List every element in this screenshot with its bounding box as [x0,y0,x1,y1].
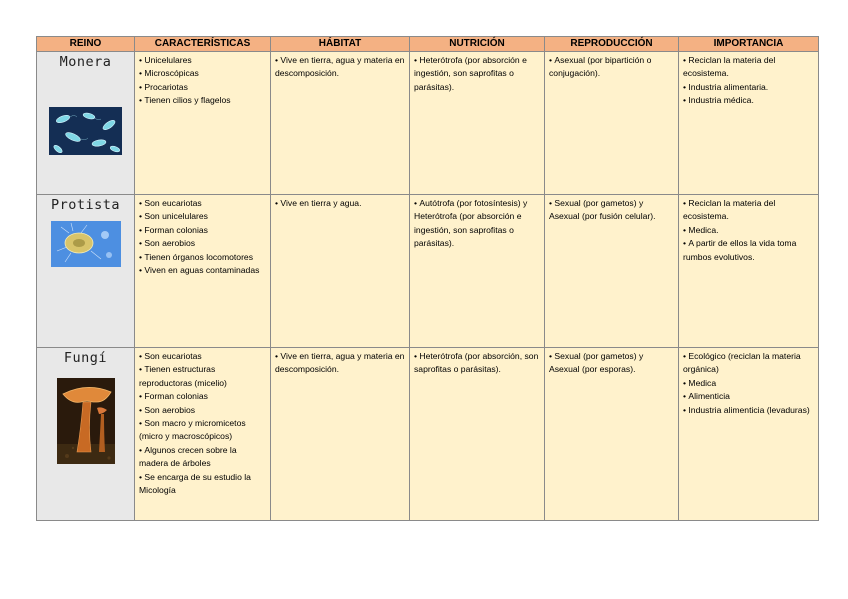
list-item: • Ecológico (reciclan la materia orgánica) [683,350,814,377]
nutricion-cell [410,195,545,348]
header-reino: REINO [37,37,135,52]
list-item: • Alimenticia [683,390,814,403]
reino-name: Monera [59,54,112,70]
header-habitat: HÁBITAT [271,37,410,52]
list-item: • Microscópicas [139,67,266,80]
list-item: • Tienen estructuras reproductoras (micelio) [139,363,266,390]
list-item: • Industria médica. [683,94,814,107]
list-item: • Industria alimentaria. [683,81,814,94]
reino-cell [37,52,135,195]
reino-cell [37,195,135,348]
list-item: • Reciclan la materia del ecosistema. [683,197,814,224]
list-item: • Son eucariotas [139,197,266,210]
header-caracteristicas: CARACTERÍSTICAS [135,37,271,52]
reproduccion-text: • Sexual (por gametos) y Asexual (por esporas). [549,350,674,377]
nutricion-text: • Autótrofa (por fotosíntesis) y Heterótrofa (por absorción e ingestión, son saprofitas o parásitas). [414,197,540,251]
habitat-text: • Vive en tierra y agua. [275,197,405,210]
caracteristicas-cell [135,195,271,348]
caracteristicas-cell [135,348,271,521]
list-item: • Se encarga de su estudio la Micología [139,471,266,498]
list-item: • Procariotas [139,81,266,94]
header-row [37,37,819,52]
reino-name: Fungí [63,350,108,366]
table-row [37,348,819,521]
nutricion-text: • Heterótrofa (por absorción, son saprofitas o parásitas). [414,350,540,377]
list-item: • Tienen órganos locomotores [139,251,266,264]
habitat-text: • Vive en tierra, agua y materia en descomposición. [275,350,405,377]
list-item: • Forman colonias [139,390,266,403]
list-item: • A partir de ellos la vida toma rumbos evolutivos. [683,237,814,264]
bacteria-micrograph-image [49,107,122,155]
habitat-cell [271,195,410,348]
importancia-cell [679,348,819,521]
list-item: • Viven en aguas contaminadas [139,264,266,277]
caracteristicas-cell [135,52,271,195]
reproduccion-text: • Sexual (por gametos) y Asexual (por fusión celular). [549,197,674,224]
list-item: • Son aerobios [139,237,266,250]
list-item: • Algunos crecen sobre la madera de árboles [139,444,266,471]
nutricion-text: • Heterótrofa (por absorción e ingestión, son saprofitas o parásitas). [414,54,540,94]
reino-name: Protista [50,197,121,213]
reproduccion-text: • Asexual (por bipartición o conjugación). [549,54,674,81]
list-item: • Unicelulares [139,54,266,67]
table-row [37,52,819,195]
list-item: • Medica [683,377,814,390]
reproduccion-cell [545,348,679,521]
mushroom-photo-image [57,378,115,464]
list-item: • Son aerobios [139,404,266,417]
importancia-cell [679,195,819,348]
habitat-text: • Vive en tierra, agua y materia en descomposición. [275,54,405,81]
nutricion-cell [410,348,545,521]
list-item: • Medica. [683,224,814,237]
list-item: • Son macro y micromicetos (micro y macroscópicos) [139,417,266,444]
list-item: • Forman colonias [139,224,266,237]
header-reproduccion: REPRODUCCIÓN [545,37,679,52]
habitat-cell [271,52,410,195]
nutricion-cell [410,52,545,195]
list-item: • Reciclan la materia del ecosistema. [683,54,814,81]
list-item: • Son unicelulares [139,210,266,223]
importancia-cell [679,52,819,195]
list-item: • Son eucariotas [139,350,266,363]
habitat-cell [271,348,410,521]
reproduccion-cell [545,195,679,348]
list-item: • Tienen cilios y flagelos [139,94,266,107]
header-nutricion: NUTRICIÓN [410,37,545,52]
reproduccion-cell [545,52,679,195]
protozoa-micrograph-image [51,221,121,267]
reino-cell [37,348,135,521]
header-importancia: IMPORTANCIA [679,37,819,52]
table-row [37,195,819,348]
list-item: • Industria alimenticia (levaduras) [683,404,814,417]
kingdoms-table [36,36,819,521]
